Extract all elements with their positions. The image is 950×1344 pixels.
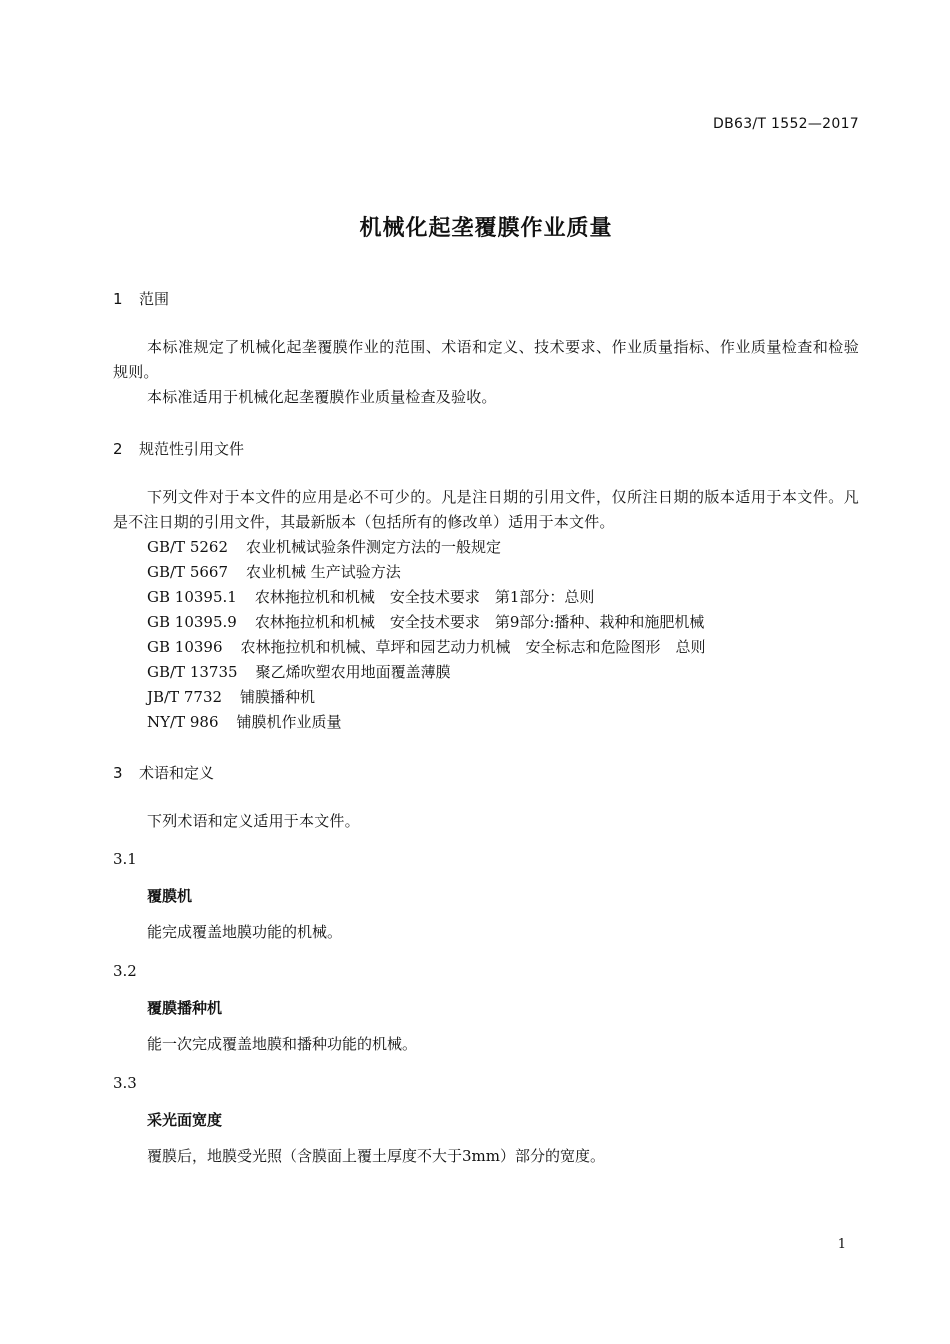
- reference-item: [147, 561, 401, 582]
- reference-title: 铺膜播种机: [240, 688, 316, 706]
- section-title: 规范性引用文件: [139, 440, 245, 458]
- term-definition: 能一次完成覆盖地膜和播种功能的机械。: [147, 1035, 418, 1053]
- reference-title: 农业机械 生产试验方法: [246, 563, 401, 581]
- section-3-heading: [113, 762, 214, 783]
- section-1-heading: [113, 288, 169, 309]
- term-name: 覆膜播种机: [147, 999, 223, 1017]
- reference-title: 农林拖拉机和机械、草坪和园艺动力机械 安全标志和危险图形 总则: [240, 638, 706, 656]
- reference-code: GB 10396: [147, 638, 223, 656]
- section-title: 术语和定义: [139, 764, 215, 782]
- reference-title: 农林拖拉机和机械 安全技术要求 第9部分:播种、栽种和施肥机械: [254, 613, 705, 631]
- section-1-paragraph: 本标准适用于机械化起垄覆膜作业质量检查及验收。: [147, 388, 497, 406]
- reference-code: GB 10395.9: [147, 613, 237, 631]
- reference-item: [147, 636, 706, 657]
- term-number: 3.2: [113, 962, 137, 980]
- section-title: 范围: [139, 290, 170, 308]
- reference-title: 聚乙烯吹塑农用地面覆盖薄膜: [255, 663, 451, 681]
- section-number: 1: [113, 290, 123, 308]
- term-definition: 覆膜后，地膜受光照（含膜面上覆土厚度不大于3mm）部分的宽度。: [147, 1147, 605, 1165]
- reference-code: GB/T 13735: [147, 663, 238, 681]
- term-name: 覆膜机: [147, 887, 193, 905]
- reference-item: [147, 661, 451, 682]
- reference-code: JB/T 7732: [147, 688, 223, 706]
- document-code: DB63/T 1552—2017: [713, 116, 859, 132]
- reference-item: [147, 536, 501, 557]
- reference-item: [147, 711, 342, 732]
- term-number: 3.1: [113, 850, 137, 868]
- section-number: 2: [113, 440, 123, 458]
- reference-item: [147, 686, 315, 707]
- reference-item: [147, 611, 704, 632]
- section-2-heading: [113, 438, 244, 459]
- reference-title: 农业机械试验条件测定方法的一般规定: [246, 538, 502, 556]
- page-number: 1: [837, 1237, 846, 1252]
- reference-code: GB 10395.1: [147, 588, 237, 606]
- section-3-intro: 下列术语和定义适用于本文件。: [147, 812, 360, 830]
- section-1-paragraph: 本标准规定了机械化起垄覆膜作业的范围、术语和定义、技术要求、作业质量指标、作业质量检查和检验规则。: [113, 338, 859, 381]
- term-number: 3.3: [113, 1074, 137, 1092]
- term-definition: 能完成覆盖地膜功能的机械。: [147, 923, 343, 941]
- reference-item: [147, 586, 594, 607]
- reference-title: 铺膜机作业质量: [236, 713, 342, 731]
- section-2-intro: 下列文件对于本文件的应用是必不可少的。凡是注日期的引用文件，仅所注日期的版本适用于本文件。凡是不注日期的引用文件，其最新版本（包括所有的修改单）适用于本文件。: [113, 488, 859, 531]
- reference-code: GB/T 5667: [147, 563, 229, 581]
- term-name: 采光面宽度: [147, 1111, 223, 1129]
- reference-code: GB/T 5262: [147, 538, 229, 556]
- reference-code: NY/T 986: [147, 713, 219, 731]
- section-number: 3: [113, 764, 123, 782]
- document-title: 机械化起垄覆膜作业质量: [359, 216, 613, 241]
- reference-title: 农林拖拉机和机械 安全技术要求 第1部分：总则: [254, 588, 595, 606]
